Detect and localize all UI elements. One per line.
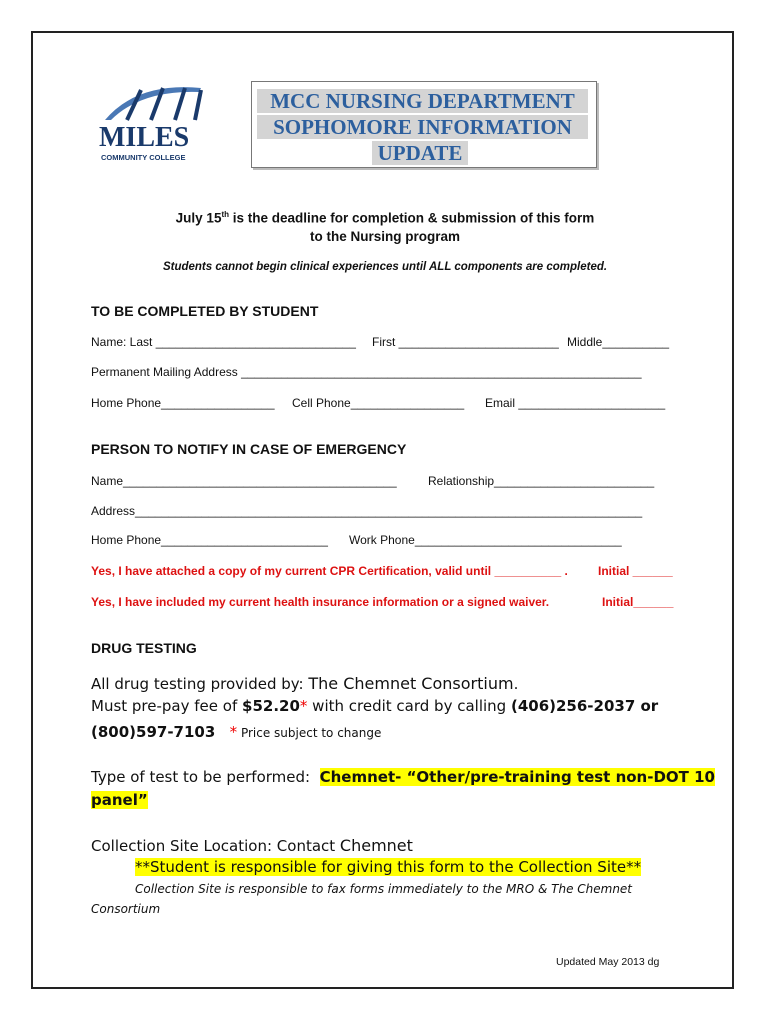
clinical-notice: Students cannot begin clinical experiences until ALL components are completed.: [162, 261, 608, 273]
student-home-phone-field[interactable]: Home Phone_________________: [91, 396, 275, 410]
college-logo: [97, 80, 207, 164]
title-line-3: UPDATE: [372, 141, 468, 165]
cpr-initial-field[interactable]: Initial ______: [598, 564, 673, 578]
deadline-line-2: to the Nursing program: [309, 229, 460, 244]
updated-footer: Updated May 2013 dg: [556, 956, 660, 968]
drug-testing-heading: DRUG TESTING: [91, 640, 197, 656]
logo-subtitle: COMMUNITY COLLEGE: [101, 153, 186, 162]
drug-provider-line: All drug testing provided by: The Chemnet Consortium.: [91, 674, 519, 693]
insurance-initial-field[interactable]: Initial______: [602, 595, 674, 609]
emergency-work-phone-field[interactable]: Work Phone_______________________________: [349, 533, 622, 547]
logo-wordmark: MILES: [99, 122, 190, 153]
fee-line: Must pre-pay fee of $52.20* with credit card by calling (406)256-2037 or: [91, 697, 659, 715]
insurance-attestation[interactable]: Yes, I have included my current health insurance information or a signed waiver.: [91, 595, 550, 609]
deadline-line-1: July 15th is the deadline for completion & submission of this form: [175, 210, 595, 226]
student-responsibility-note: **Student is responsible for giving this form to the Collection Site**: [135, 858, 642, 876]
fax-note-line-2: Consortium: [91, 902, 161, 916]
student-section-heading: TO BE COMPLETED BY STUDENT: [91, 303, 319, 319]
emergency-home-phone-field[interactable]: Home Phone_________________________: [91, 533, 328, 547]
cpr-attestation[interactable]: Yes, I have attached a copy of my current CPR Certification, valid until __________ .: [91, 564, 568, 578]
phone-line: (800)597-7103 * Price subject to change: [91, 723, 382, 741]
emergency-relationship-field[interactable]: Relationship________________________: [428, 474, 655, 488]
mailing-address-field[interactable]: Permanent Mailing Address ____________________________________________________________: [91, 365, 642, 379]
name-last-field[interactable]: Name: Last ______________________________: [91, 335, 356, 349]
test-type-line-2: panel”: [91, 791, 148, 809]
student-cell-phone-field[interactable]: Cell Phone_________________: [292, 396, 465, 410]
emergency-address-field[interactable]: Address____________________________________________________________________________: [91, 504, 643, 518]
name-first-field[interactable]: First ________________________: [372, 335, 559, 349]
title-line-2: SOPHOMORE INFORMATION: [257, 115, 588, 139]
name-middle-field[interactable]: Middle__________: [567, 335, 670, 349]
student-email-field[interactable]: Email ______________________: [485, 396, 666, 410]
emergency-section-heading: PERSON TO NOTIFY IN CASE OF EMERGENCY: [91, 441, 407, 457]
test-type-line: Type of test to be performed: Chemnet- “Other/pre-training test non-DOT 10: [91, 768, 715, 786]
fax-note-line-1: Collection Site is responsible to fax forms immediately to the MRO & The Chemnet: [135, 882, 633, 896]
title-box: [251, 81, 597, 168]
title-line-1: MCC NURSING DEPARTMENT: [257, 89, 588, 113]
emergency-name-field[interactable]: Name_________________________________________: [91, 474, 397, 488]
collection-site-line: Collection Site Location: Contact Chemnet: [91, 836, 413, 855]
